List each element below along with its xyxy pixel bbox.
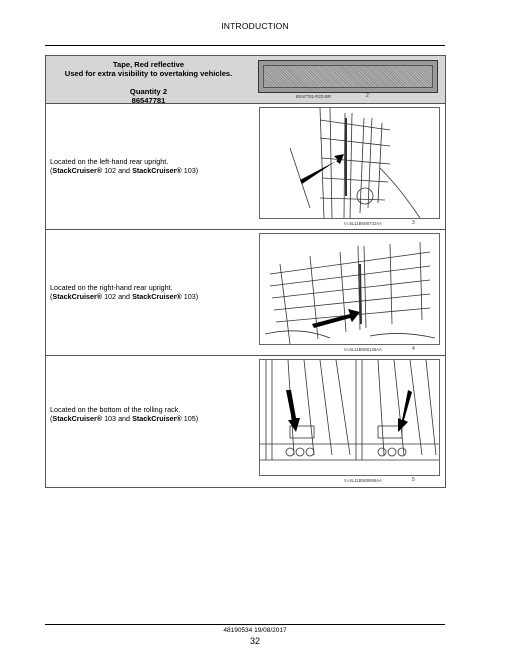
footer-rule <box>45 624 445 625</box>
model-a: 102 <box>104 292 117 301</box>
model-applicability: (StackCruiser® 102 and StackCruiser® 103) <box>50 292 199 301</box>
model-applicability: (StackCruiser® 103 and StackCruiser® 105) <box>50 414 199 423</box>
location-text: Located on the left-hand rear upright. <box>50 157 169 166</box>
location-description <box>50 405 198 423</box>
brand-b: StackCruiser® <box>132 292 182 301</box>
model-b: 105 <box>183 414 196 423</box>
model-a: 102 <box>104 166 117 175</box>
figure-number: 5 <box>412 477 415 483</box>
figure-id: BSN7781-R2D-BR <box>296 94 331 99</box>
model-b: 103 <box>183 292 196 301</box>
left-upright-illustration <box>260 108 439 218</box>
table-row <box>46 229 445 355</box>
table-row <box>46 355 445 487</box>
rolling-rack-figure <box>259 359 440 476</box>
figure-id: V=SL11BN00695AA <box>344 478 382 483</box>
brand-a: StackCruiser® <box>52 414 103 423</box>
table-row <box>46 103 445 229</box>
part-quantity: Quantity 2 <box>129 87 168 96</box>
header-text-block <box>46 60 251 105</box>
document-reference: 48190534 19/08/2017 <box>223 627 287 634</box>
figure-number: 3 <box>412 220 415 226</box>
rolling-rack-illustration <box>260 360 439 475</box>
model-b: 103 <box>183 166 196 175</box>
brand-b: StackCruiser® <box>132 414 182 423</box>
part-title: Tape, Red reflective <box>112 60 185 69</box>
location-text: Located on the right-hand rear upright. <box>50 283 173 292</box>
brand-a: StackCruiser® <box>52 166 103 175</box>
figure-number: 2 <box>366 93 369 99</box>
brand-b: StackCruiser® <box>132 166 182 175</box>
joiner: and <box>118 292 131 301</box>
right-upright-illustration <box>260 234 439 344</box>
tape-pattern <box>263 65 433 88</box>
right-upright-figure <box>259 233 440 345</box>
header-rule <box>45 45 445 46</box>
page-number: 32 <box>249 636 260 646</box>
location-description <box>50 157 198 175</box>
table-header-row <box>46 56 445 103</box>
figure-id: V=SL11BN00136AA <box>344 347 382 352</box>
location-description <box>50 283 198 301</box>
model-a: 103 <box>104 414 117 423</box>
joiner: and <box>118 414 131 423</box>
joiner: and <box>118 166 131 175</box>
part-purpose: Used for extra visibility to overtaking vehicles. <box>64 69 233 78</box>
page-header-title: INTRODUCTION <box>221 21 289 31</box>
reflective-tape-image <box>258 60 438 93</box>
part-number: 86547781 <box>131 96 166 105</box>
location-text: Located on the bottom of the rolling rack. <box>50 405 181 414</box>
model-applicability: (StackCruiser® 102 and StackCruiser® 103) <box>50 166 199 175</box>
brand-a: StackCruiser® <box>52 292 103 301</box>
figure-number: 4 <box>412 346 415 352</box>
figure-id: V=SL11BN00742AA <box>344 221 382 226</box>
left-upright-figure <box>259 107 440 219</box>
parts-table <box>45 55 446 488</box>
